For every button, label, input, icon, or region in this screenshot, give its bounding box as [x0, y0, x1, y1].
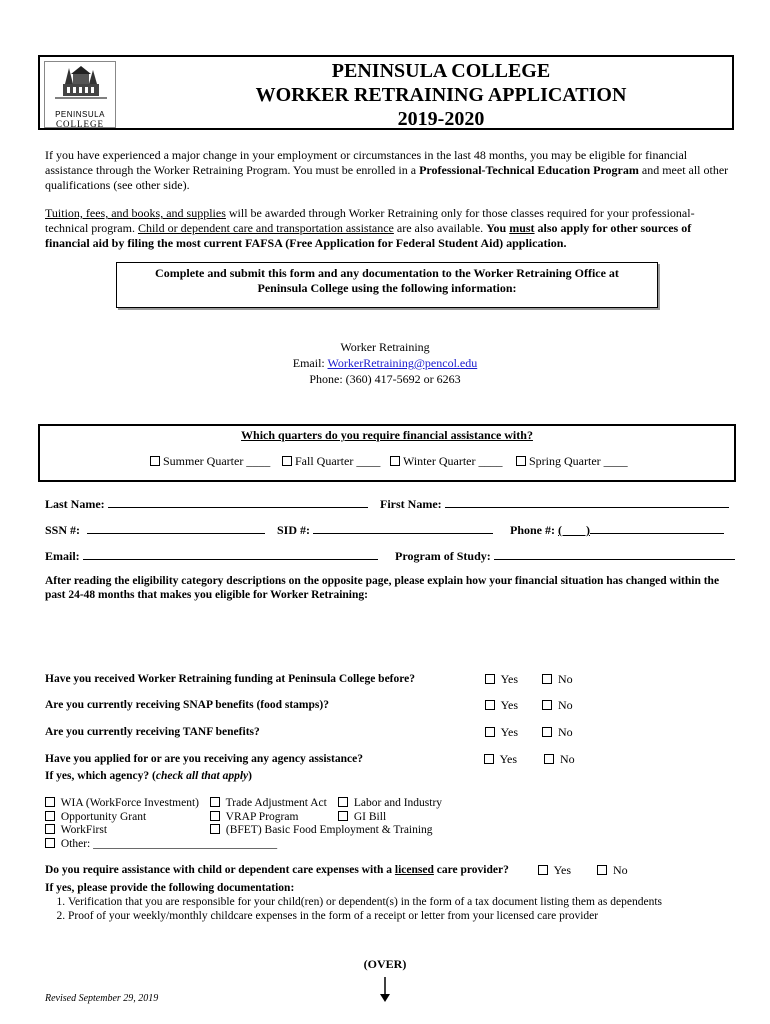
quarters-question: Which quarters do you require financial assistance with? — [241, 428, 533, 442]
college-logo — [44, 61, 116, 128]
email-field[interactable]: Email: — [45, 547, 378, 564]
agency-no[interactable]: No — [544, 752, 575, 767]
contact-phone: Phone: (360) 417-5692 or 6263 — [309, 372, 461, 386]
contact-info: Worker Retraining Email: WorkerRetraining@pencol.edu Phone: (360) 417-5692 or 6263 — [0, 339, 770, 387]
tanf-no[interactable]: No — [542, 725, 573, 740]
agency-which-label: If yes, which agency? (check all that apply) — [45, 770, 252, 782]
contact-email-link[interactable]: WorkerRetraining@pencol.edu — [327, 356, 478, 370]
revised-date: Revised September 29, 2019 — [45, 993, 159, 1004]
question-snap: Are you currently receiving SNAP benefits (food stamps)? — [45, 699, 329, 711]
childcare-yes[interactable]: Yes — [538, 863, 571, 878]
quarter-summer[interactable]: Summer Quarter ____ — [150, 454, 270, 469]
contact-name: Worker Retraining — [340, 340, 430, 354]
checkbox-icon[interactable] — [516, 456, 526, 466]
page-title: PENINSULA COLLEGE WORKER RETRAINING APPLICATION 2019-2020 — [255, 60, 627, 130]
snap-no[interactable]: No — [542, 698, 573, 713]
arrow-down-icon — [379, 977, 391, 1003]
quarter-winter[interactable]: Winter Quarter ____ — [390, 454, 502, 469]
program-of-study-field[interactable]: Program of Study: — [395, 547, 735, 564]
agency-option-other[interactable]: Other: ________________________________ — [45, 838, 277, 852]
intro-paragraph-1: If you have experienced a major change in your employment or circumstances in the last 48 months, you may be eligible for financial assistance through the Worker Retraining Program. You must be enrolled in a Professional-Technical Education Program and meet all other qualifications (see other side). — [45, 148, 729, 192]
question-agency: Have you applied for or are you receiving any agency assistance? — [45, 753, 363, 765]
question-tanf: Are you currently receiving TANF benefits? — [45, 726, 260, 738]
checkbox-icon[interactable] — [282, 456, 292, 466]
first-name-field[interactable]: First Name: — [380, 495, 729, 512]
agency-option-trade-adjustment[interactable]: Trade Adjustment Act — [210, 797, 433, 811]
question-prior-funding: Have you received Worker Retraining funding at Peninsula College before? — [45, 673, 416, 685]
agency-yes[interactable]: Yes — [484, 752, 517, 767]
logo-text-college: COLLEGE — [56, 119, 104, 129]
sid-field[interactable]: SID #: — [277, 521, 493, 538]
phone-field[interactable]: Phone #: ( ) — [510, 521, 724, 538]
tanf-yes[interactable]: Yes — [485, 725, 518, 740]
quarter-spring[interactable]: Spring Quarter ____ — [516, 454, 628, 469]
list-item: 2. Proof of your weekly/monthly childcare expenses in the form of a receipt or letter from your licensed care provider — [68, 909, 742, 923]
intro-paragraph-2: Tuition, fees, and books, and supplies will be awarded through Worker Retraining only for those classes required for your professional-technical program. Child or dependent care and transportation assistance are also available. You must also apply for other sources of financial aid by filing the most current FAFSA (Free Application for Federal Student Aid) application. — [45, 206, 695, 250]
agency-option-wia[interactable]: WIA (WorkForce Investment) — [45, 797, 277, 811]
quarter-fall[interactable]: Fall Quarter ____ — [282, 454, 380, 469]
submission-info-box: Complete and submit this form and any documentation to the Worker Retraining Office at Peninsula College using the following information: — [116, 262, 658, 308]
agency-option-labor-industry[interactable]: Labor and Industry — [338, 797, 442, 811]
eligibility-prompt: After reading the eligibility category descriptions on the opposite page, please explain how your financial situation has changed within the past 24-48 months that makes you eligible for Worker Retraining: — [45, 575, 720, 601]
childcare-doc-list — [12, 895, 742, 923]
agency-option-opportunity-grant[interactable]: Opportunity Grant — [45, 811, 277, 825]
logo-text-peninsula: PENINSULA — [55, 110, 105, 119]
agency-option-bfet[interactable]: (BFET) Basic Food Employment & Training — [210, 824, 433, 838]
ssn-field[interactable]: SSN #: — [45, 521, 265, 538]
last-name-field[interactable]: Last Name: — [45, 495, 368, 512]
quarters-box — [38, 424, 736, 482]
agency-column-3 — [338, 797, 442, 824]
childcare-doc-label: If yes, please provide the following documentation: — [45, 882, 295, 894]
snap-yes[interactable]: Yes — [485, 698, 518, 713]
form-header — [38, 55, 734, 130]
list-item: 1. Verification that you are responsible for your child(ren) or dependent(s) in the form of a tax document listing them as dependents — [68, 895, 742, 909]
prior-funding-no[interactable]: No — [542, 672, 573, 687]
agency-option-gi-bill[interactable]: GI Bill — [338, 811, 442, 825]
checkbox-icon[interactable] — [390, 456, 400, 466]
checkbox-icon[interactable] — [150, 456, 160, 466]
building-icon — [45, 62, 115, 106]
question-childcare: Do you require assistance with child or dependent care expenses with a licensed care provider? — [45, 864, 509, 876]
agency-option-vrap[interactable]: VRAP Program — [210, 811, 433, 825]
prior-funding-yes[interactable]: Yes — [485, 672, 518, 687]
childcare-no[interactable]: No — [597, 863, 628, 878]
over-label: (OVER) — [363, 957, 407, 971]
agency-option-workfirst[interactable]: WorkFirst — [45, 824, 277, 838]
